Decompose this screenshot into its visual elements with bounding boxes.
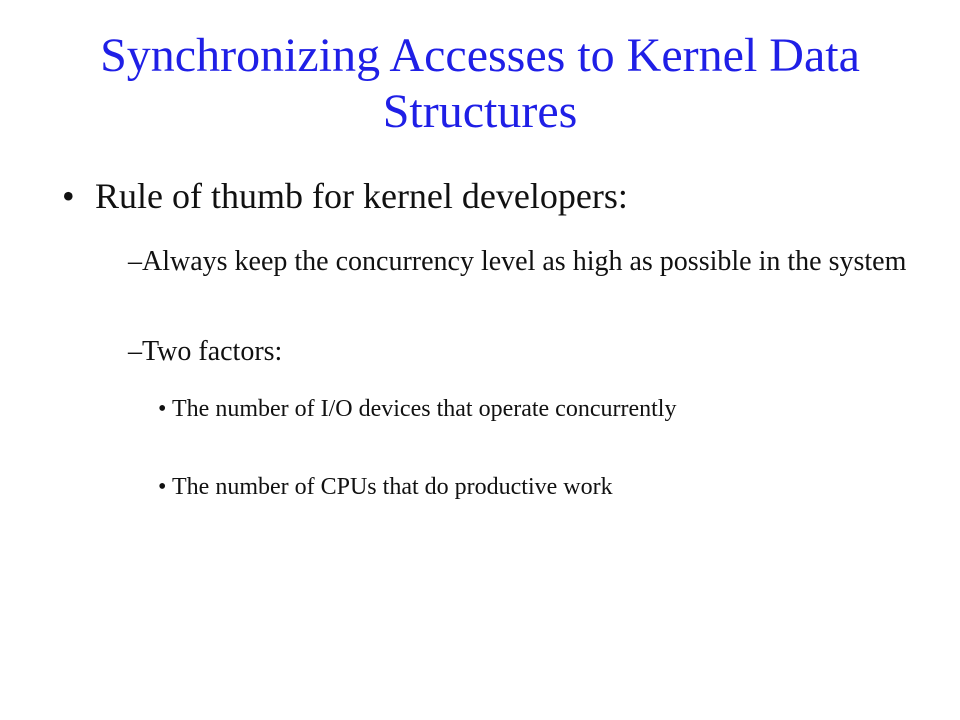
bullet-marker: • [158,474,167,500]
bullet-marker: • [62,176,75,216]
bullet-marker: • [158,396,167,422]
dash-marker: – [128,246,142,277]
bullet-text: The number of I/O devices that operate concurrently [172,396,677,422]
dash-marker: – [128,336,142,367]
bullet-text: Rule of thumb for kernel developers: [95,176,628,216]
slide-title: Synchronizing Accesses to Kernel Data Structures [100,29,860,138]
bullet-text: Two factors: [142,336,283,367]
bullet-level2 [128,334,908,370]
bullet-level2 [128,244,908,280]
bullet-level1 [62,174,628,218]
bullet-level3 [158,472,878,502]
bullet-level3 [158,394,878,424]
bullet-text: Always keep the concurrency level as high as possible in the system [142,246,907,277]
bullet-text: The number of CPUs that do productive work [172,474,613,500]
